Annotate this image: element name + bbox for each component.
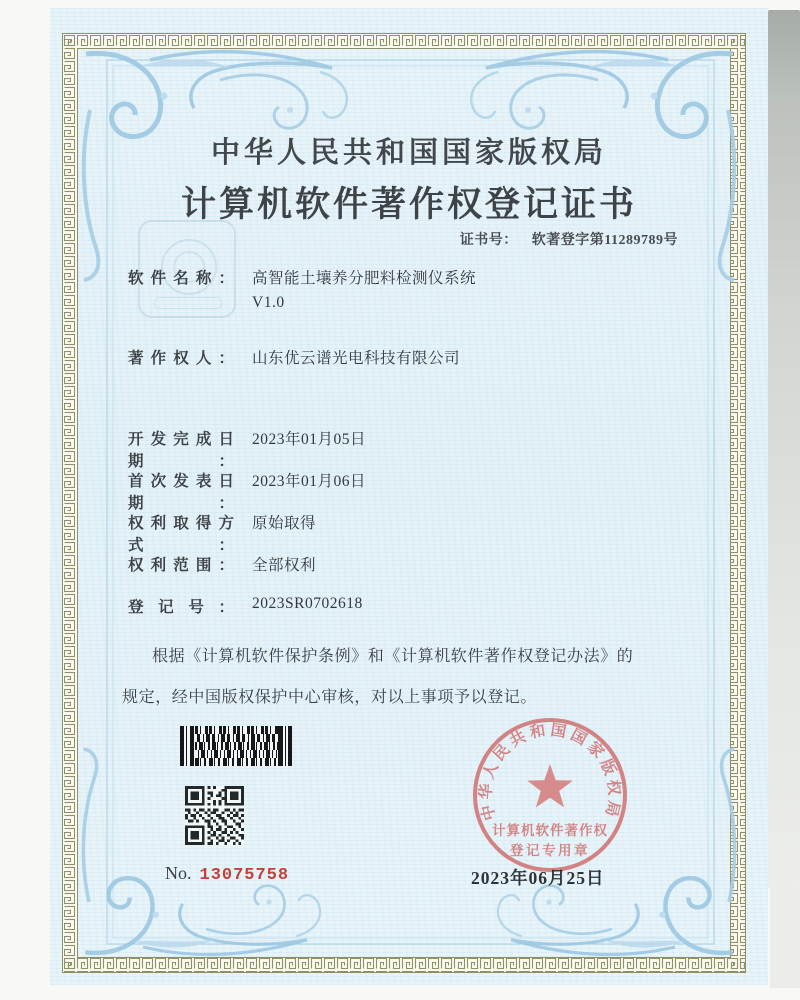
seal-line-2: 登记专用章 (510, 843, 590, 858)
field-value-copyright-owner: 山东优云谱光电科技有限公司 (252, 350, 461, 367)
field-label-registration-number: 登记号： (128, 599, 234, 616)
statement-line-2: 规定，经中国版权保护中心审核，对以上事项予以登记。 (122, 689, 538, 706)
qr-code (185, 786, 244, 845)
field-value-software-name: 高智能土壤养分肥料检测仪系统 (252, 270, 477, 287)
field-label-software-name: 软件名称： (128, 270, 234, 287)
field-value-software-version: V1.0 (252, 294, 285, 311)
barcode-data-bars (195, 726, 278, 766)
field-value-first-publish-date: 2023年01月06日 (252, 473, 367, 490)
field-label-dev-complete-date: 开发完成日期： (128, 431, 234, 470)
seal-ring-text: 中华人民共和国国家版权局 (477, 721, 623, 823)
star-icon (527, 764, 573, 807)
serial-digits: 13075758 (199, 866, 290, 885)
certificate-number-value: 软著登字第11289789号 (531, 233, 678, 248)
certificate-number-label: 证书号： (459, 233, 518, 248)
field-value-rights-acquisition: 原始取得 (252, 515, 317, 532)
barcode-start-bars (180, 726, 195, 766)
statement-line-1: 根据《计算机软件保护条例》和《计算机软件著作权登记办法》的 (152, 648, 634, 665)
corner-flourish-bottom-left (83, 749, 320, 955)
authority-title: 中华人民共和国国家版权局 (210, 137, 607, 169)
issue-date: 2023年06月25日 (471, 868, 605, 888)
field-label-first-publish-date: 首次发表日期： (128, 473, 234, 512)
field-value-dev-complete-date: 2023年01月05日 (252, 431, 367, 448)
field-value-registration-number: 2023SR0702618 (252, 595, 363, 612)
seal-line-1: 计算机软件著作权 (492, 823, 608, 838)
scan-edge-shadow-lower (770, 888, 800, 988)
scan-edge-shadow (768, 10, 800, 888)
serial-prefix: No. (165, 863, 192, 883)
field-value-rights-scope: 全部权利 (252, 557, 317, 574)
certificate-number (460, 229, 678, 249)
certificate-title: 计算机软件著作权登记证书 (180, 185, 637, 224)
field-label-rights-scope: 权利范围： (128, 557, 234, 574)
certificate-page (50, 8, 768, 985)
field-label-rights-acquisition: 权利取得方式： (128, 515, 234, 554)
barcode-stop-bars (278, 726, 292, 766)
barcode (180, 726, 292, 766)
serial-number (165, 863, 289, 885)
field-label-copyright-owner: 著作权人： (128, 350, 234, 367)
